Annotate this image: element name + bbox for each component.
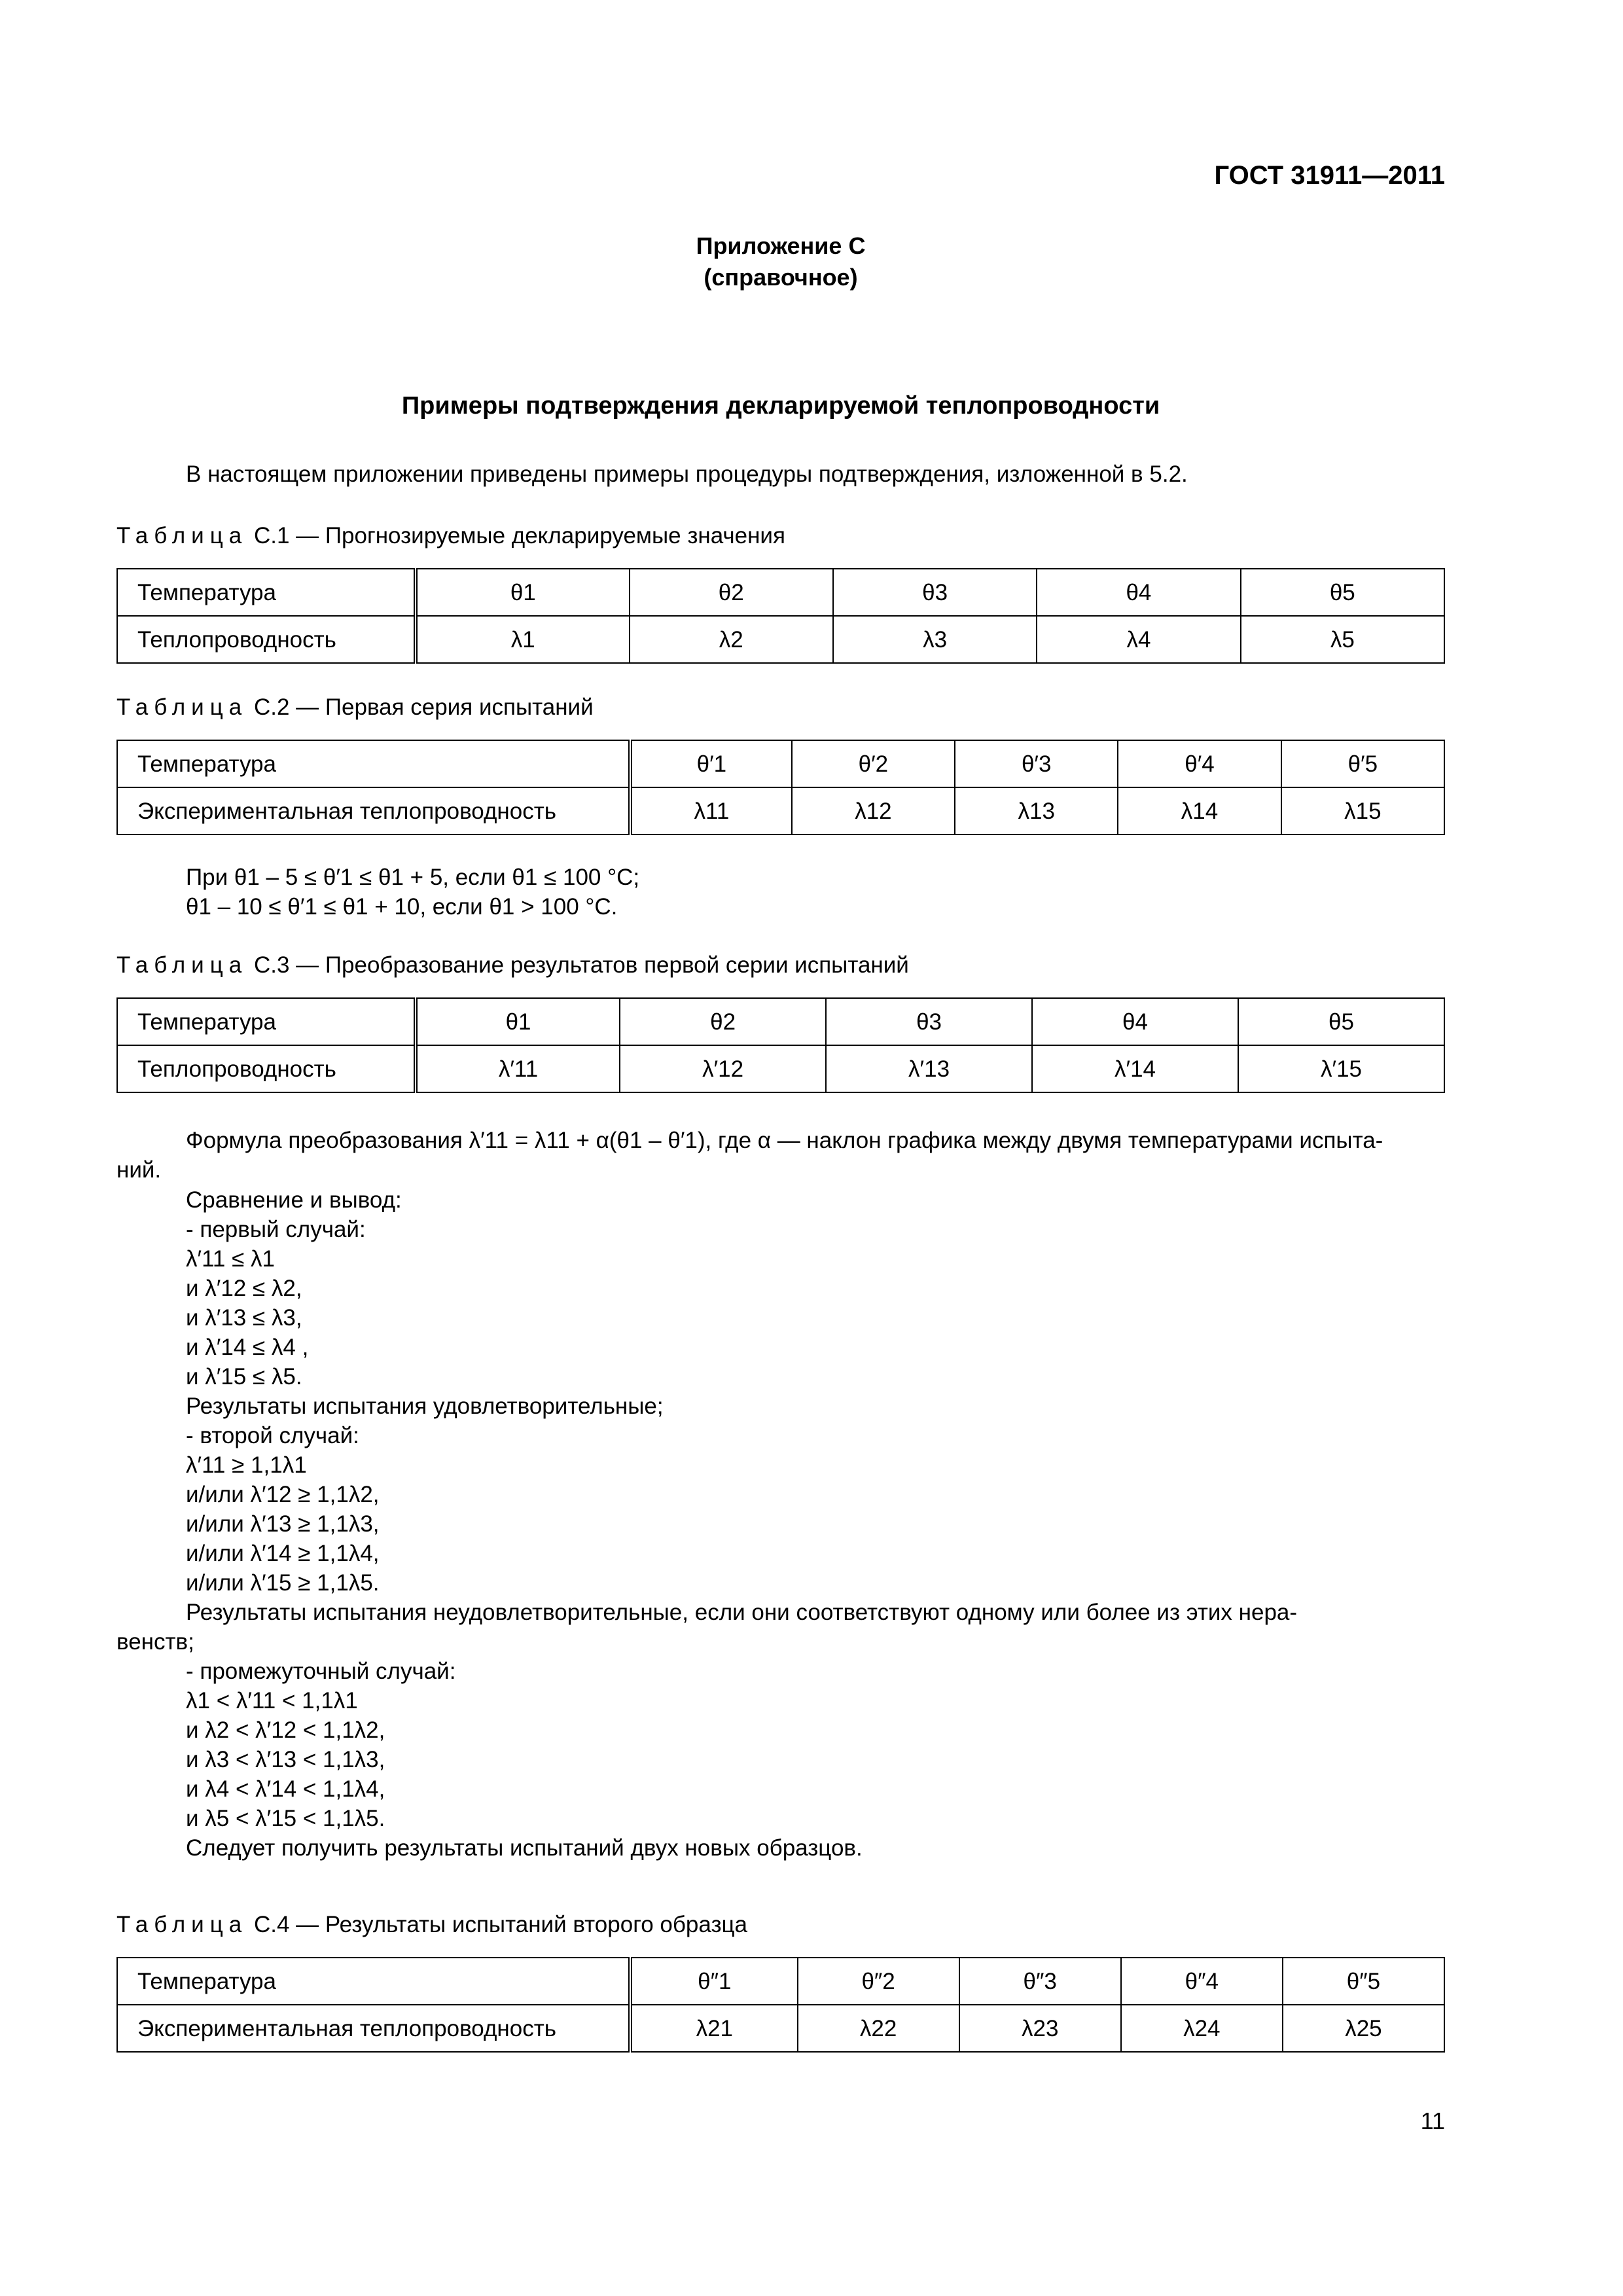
annex-title: Приложение С: [696, 232, 866, 259]
body-line: и/или λ′15 ≥ 1,1λ5.: [186, 1570, 380, 1596]
table-row: [117, 616, 1444, 663]
table-cell: θ4: [1032, 998, 1238, 1045]
table-cell: λ14: [1118, 787, 1281, 834]
table-cell: λ15: [1281, 787, 1444, 834]
table-cell: λ′14: [1032, 1045, 1238, 1092]
body-line: Сравнение и вывод:: [186, 1187, 402, 1213]
body-line: - промежуточный случай:: [186, 1659, 456, 1684]
standard-number: ГОСТ 31911—2011: [1214, 161, 1445, 190]
table-cell: θ″3: [959, 1958, 1121, 2005]
body-line: и λ′12 ≤ λ2,: [186, 1276, 302, 1301]
table-c3: [116, 997, 1445, 1093]
table-cell: θ″4: [1121, 1958, 1283, 2005]
body-line: и/или λ′12 ≥ 1,1λ2,: [186, 1482, 380, 1507]
body-line: Следует получить результаты испытаний двух новых образцов.: [186, 1835, 863, 1861]
table-cell: λ′13: [826, 1045, 1032, 1092]
body-line: и λ′13 ≤ λ3,: [186, 1305, 302, 1331]
annex-kind: (справочное): [704, 264, 858, 291]
table-cell: λ23: [959, 2005, 1121, 2052]
table-cell: λ1: [416, 616, 630, 663]
row-label: Экспериментальная теплопроводность: [117, 787, 630, 834]
table-cell: θ′3: [955, 740, 1118, 787]
table-row: [117, 1958, 1444, 2005]
intro-paragraph: В настоящем приложении приведены примеры процедуры подтверждения, изложенной в 5.2.: [186, 461, 1188, 487]
comparison-block: [186, 1185, 664, 1598]
unsatisfactory-paragraph: [116, 1598, 1445, 1657]
body-line: и λ3 < λ′13 < 1,1λ3,: [186, 1747, 385, 1772]
table-cell: θ′4: [1118, 740, 1281, 787]
row-label: Теплопроводность: [117, 616, 416, 663]
formula-line: ний.: [116, 1157, 162, 1183]
table-word: Таблица: [116, 694, 248, 720]
body-line: и/или λ′13 ≥ 1,1λ3,: [186, 1511, 380, 1537]
body-line: и λ′14 ≤ λ4 ,: [186, 1335, 309, 1360]
table-word: Таблица: [116, 523, 248, 548]
table-c2-caption: [116, 692, 594, 722]
table-cell: θ2: [620, 998, 826, 1045]
table-cell: λ12: [792, 787, 955, 834]
table-word: Таблица: [116, 952, 248, 978]
caption-text: С.1 — Прогнозируемые декларируемые значения: [247, 523, 785, 548]
caption-text: С.4 — Результаты испытаний второго образца: [247, 1912, 747, 1937]
row-label: Температура: [117, 1958, 630, 2005]
table-cell: θ1: [416, 998, 620, 1045]
row-label: Температура: [117, 998, 416, 1045]
body-line: λ1 < λ′11 < 1,1λ1: [186, 1688, 358, 1713]
body-line: Результаты испытания неудовлетворительные, если они соответствуют одному или более из этих нера-: [186, 1600, 1298, 1625]
table-cell: λ21: [630, 2005, 798, 2052]
table-cell: θ2: [630, 569, 833, 616]
table-cell: θ1: [416, 569, 630, 616]
table-cell: λ24: [1121, 2005, 1283, 2052]
body-line: и λ4 < λ′14 < 1,1λ4,: [186, 1776, 385, 1802]
table-cell: λ′12: [620, 1045, 826, 1092]
row-label: Температура: [117, 740, 630, 787]
formula-line: Формула преобразования λ′11 = λ11 + α(θ1 – θ′1), где α — наклон графика между двумя температурами испыта-: [186, 1128, 1383, 1153]
table-cell: θ5: [1238, 998, 1444, 1045]
table-row: [117, 569, 1444, 616]
table-row: [117, 998, 1444, 1045]
table-cell: λ′11: [416, 1045, 620, 1092]
body-line: и λ′15 ≤ λ5.: [186, 1364, 302, 1390]
body-line: и/или λ′14 ≥ 1,1λ4,: [186, 1541, 380, 1566]
table-c1-caption: [116, 521, 785, 550]
table-cell: θ3: [826, 998, 1032, 1045]
table-cell: θ4: [1037, 569, 1240, 616]
condition-line: θ1 – 10 ≤ θ′1 ≤ θ1 + 10, если θ1 > 100 °С.: [186, 894, 618, 920]
table-cell: λ22: [798, 2005, 959, 2052]
intermediate-block: [186, 1657, 863, 1863]
body-line: λ′11 ≥ 1,1λ1: [186, 1452, 307, 1478]
formula-paragraph: [116, 1126, 1445, 1185]
table-cell: θ″1: [630, 1958, 798, 2005]
condition-line: При θ1 – 5 ≤ θ′1 ≤ θ1 + 5, если θ1 ≤ 100 °С;: [186, 865, 640, 890]
table-cell: λ′15: [1238, 1045, 1444, 1092]
conditions-block: [186, 863, 639, 922]
row-label: Температура: [117, 569, 416, 616]
table-row: [117, 1045, 1444, 1092]
table-c2: [116, 740, 1445, 835]
annex-heading: [116, 230, 1445, 293]
section-title: Примеры подтверждения декларируемой теплопроводности: [401, 392, 1160, 420]
table-cell: θ″5: [1283, 1958, 1444, 2005]
table-c1: [116, 568, 1445, 664]
table-cell: λ3: [833, 616, 1037, 663]
body-line: венств;: [116, 1629, 194, 1655]
table-cell: θ′2: [792, 740, 955, 787]
table-cell: λ2: [630, 616, 833, 663]
table-cell: λ11: [630, 787, 792, 834]
table-word: Таблица: [116, 1912, 248, 1937]
table-c4-caption: [116, 1910, 747, 1939]
table-cell: θ″2: [798, 1958, 959, 2005]
table-cell: θ3: [833, 569, 1037, 616]
body-line: λ′11 ≤ λ1: [186, 1246, 276, 1272]
table-cell: θ′1: [630, 740, 792, 787]
table-c3-caption: [116, 950, 909, 980]
table-cell: λ5: [1241, 616, 1444, 663]
body-line: и λ2 < λ′12 < 1,1λ2,: [186, 1717, 385, 1743]
body-line: и λ5 < λ′15 < 1,1λ5.: [186, 1806, 385, 1831]
table-row: [117, 2005, 1444, 2052]
row-label: Теплопроводность: [117, 1045, 416, 1092]
body-line: Результаты испытания удовлетворительные;: [186, 1393, 664, 1419]
table-cell: λ13: [955, 787, 1118, 834]
table-cell: θ5: [1241, 569, 1444, 616]
table-cell: θ′5: [1281, 740, 1444, 787]
caption-text: С.2 — Первая серия испытаний: [247, 694, 594, 720]
body-line: - второй случай:: [186, 1423, 359, 1448]
table-row: [117, 787, 1444, 834]
table-row: [117, 740, 1444, 787]
table-cell: λ25: [1283, 2005, 1444, 2052]
row-label: Экспериментальная теплопроводность: [117, 2005, 630, 2052]
page-number: 11: [1420, 2108, 1445, 2134]
table-c4: [116, 1957, 1445, 2053]
caption-text: С.3 — Преобразование результатов первой серии испытаний: [247, 952, 909, 978]
table-cell: λ4: [1037, 616, 1240, 663]
body-line: - первый случай:: [186, 1217, 366, 1242]
